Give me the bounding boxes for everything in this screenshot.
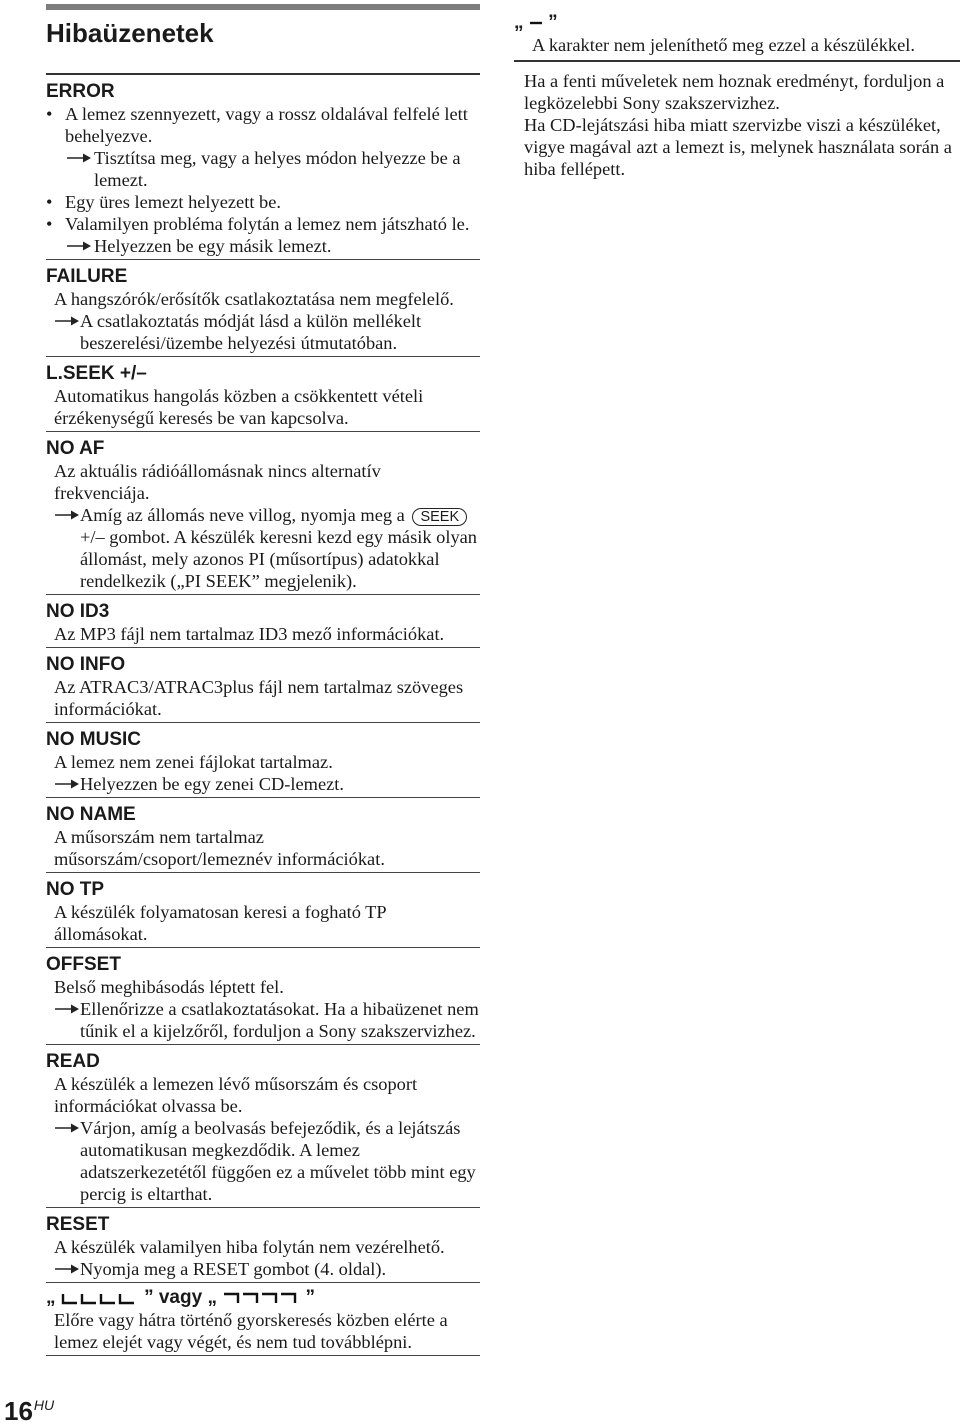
bullet-item: • Valamilyen probléma folytán a lemez nem játszható le. <box>46 214 470 234</box>
action-text: Helyezzen be egy zenei CD-lemezt. <box>80 774 344 794</box>
action-item <box>46 235 480 257</box>
action-text: Nyomja meg a RESET gombot (4. oldal). <box>80 1259 387 1279</box>
description: A készülék valamilyen hiba folytán nem vezérelhető. <box>54 1237 445 1257</box>
page-number <box>4 1396 54 1427</box>
section-heading: NO AF <box>46 438 105 459</box>
description: A műsorszám nem tartalmaz műsorszám/csoport/lemeznév információkat. <box>54 827 385 869</box>
arrow-right-icon <box>54 1003 80 1015</box>
action-item <box>46 773 480 795</box>
section-heading: ERROR <box>46 81 115 102</box>
action-text: Tisztítsa meg, vagy a helyes módon helyezze be a lemezt. <box>94 148 461 190</box>
bullet-item: • Egy üres lemezt helyezett be. <box>46 192 281 212</box>
title-bar <box>46 4 480 10</box>
description: Előre vagy hátra történő gyorskeresés közben elérte a lemez elejét vagy végét, és nem tud továbblépni. <box>54 1310 448 1352</box>
page-title: Hibaüzenetek <box>46 18 214 48</box>
open-quote: „ <box>514 12 524 33</box>
section-heading: FAILURE <box>46 266 128 287</box>
description: Belső meghibásodás léptett fel. <box>54 977 284 997</box>
action-text: +/– gombot. A készülék keresni kezd egy másik olyan állomást, mely azonos PI (műsortípus) adatokkal rendelkezik („PI SEEK” megjelenik). <box>80 527 478 591</box>
section-heading <box>46 1287 480 1309</box>
section-failure <box>46 266 480 357</box>
section-lseek <box>46 363 480 432</box>
arrow-right-icon <box>54 315 80 327</box>
close-quote: ” <box>548 12 558 33</box>
bullet-text: A lemez szennyezett, vagy a rossz oldalával felfelé lett behelyezve. <box>65 104 468 146</box>
description: A készülék folyamatosan keresi a fogható TP állomásokat. <box>54 902 386 944</box>
segment-top-icon <box>222 1291 300 1305</box>
segment-bottom-icon <box>61 1291 139 1305</box>
footer-note-1: Ha a fenti műveletek nem hoznak eredményt, forduljon a legközelebbi Sony szakszervizhez. <box>524 71 945 113</box>
action-item <box>46 147 480 191</box>
description: A készülék a lemezen lévő műsorszám és csoport információkat olvassa be. <box>54 1074 418 1116</box>
action-text: Ellenőrizze a csatlakoztatásokat. Ha a hibaüzenet nem tűnik el a kijelzőről, forduljon a Sony szakszervizhez. <box>80 999 479 1041</box>
arrow-right-icon <box>54 509 80 521</box>
divider <box>514 60 960 62</box>
section-reset <box>46 1214 480 1283</box>
section-offset <box>46 954 480 1045</box>
arrow-right-icon <box>66 152 92 164</box>
section-no-id3 <box>46 601 480 648</box>
section-heading: NO NAME <box>46 804 136 825</box>
arrow-right-icon <box>54 778 80 790</box>
arrow-right-icon <box>66 240 92 252</box>
section-heading: L.SEEK +/– <box>46 363 147 384</box>
action-item <box>46 504 480 592</box>
section-heading: NO INFO <box>46 654 126 675</box>
section-heading: NO MUSIC <box>46 729 141 750</box>
action-text: Amíg az állomás neve villog, nyomja meg a <box>80 505 405 525</box>
section-heading <box>514 12 960 34</box>
section-no-info <box>46 654 480 723</box>
section-no-af <box>46 438 480 595</box>
section-heading: OFFSET <box>46 954 121 975</box>
right-column <box>514 0 960 180</box>
section-heading: READ <box>46 1051 100 1072</box>
open-quote: „ <box>207 1287 217 1308</box>
seek-key: SEEK <box>412 508 467 526</box>
action-item <box>46 310 480 354</box>
section-heading: RESET <box>46 1214 110 1235</box>
footer-note-2: Ha CD-lejátszási hiba miatt szervizbe viszi a készüléket, vigye magával azt a lemezt is, melynek használata során a hiba fellépett. <box>524 115 952 179</box>
open-quote: „ <box>46 1287 56 1308</box>
bullet-text: Egy üres lemezt helyezett be. <box>65 192 281 212</box>
section-error <box>46 81 480 260</box>
page-number-value: 16 <box>4 1396 33 1426</box>
section-heading: NO ID3 <box>46 601 110 622</box>
close-quote: ” <box>305 1287 315 1308</box>
description: Az aktuális rádióállomásnak nincs alternatív frekvenciája. <box>54 461 381 503</box>
action-item <box>46 1117 480 1205</box>
description: Az ATRAC3/ATRAC3plus fájl nem tartalmaz szöveges információkat. <box>54 677 464 719</box>
action-item <box>46 1258 480 1280</box>
action-text: A csatlakoztatás módját lásd a külön mellékelt beszerelési/üzembe helyezési útmutatóban. <box>80 311 422 353</box>
section-no-tp <box>46 879 480 948</box>
description: A karakter nem jeleníthető meg ezzel a készülékkel. <box>532 35 915 55</box>
bullet-text: Valamilyen probléma folytán a lemez nem játszható le. <box>65 214 470 234</box>
description: A lemez nem zenei fájlokat tartalmaz. <box>54 752 333 772</box>
action-text: Helyezzen be egy másik lemezt. <box>94 236 332 256</box>
section-no-music <box>46 729 480 798</box>
description: Automatikus hangolás közben a csökkentett vételi érzékenységű keresés be van kapcsolva. <box>54 386 424 428</box>
action-item <box>46 998 480 1042</box>
left-column <box>46 0 480 1356</box>
description: Az MP3 fájl nem tartalmaz ID3 mező információkat. <box>54 624 445 644</box>
dash-icon <box>529 18 543 28</box>
arrow-right-icon <box>54 1122 80 1134</box>
arrow-right-icon <box>54 1263 80 1275</box>
description: A hangszórók/erősítők csatlakoztatása nem megfelelő. <box>54 289 454 309</box>
section-read <box>46 1051 480 1208</box>
divider <box>46 73 480 75</box>
action-text: Várjon, amíg a beolvasás befejeződik, és a lejátszás automatikusan megkezdődik. A lemez adatszerkezetétől függően ez a művelet több mint egy percig is eltarthat. <box>80 1118 476 1204</box>
language-code: HU <box>33 1397 55 1413</box>
or-word: vagy <box>158 1287 203 1308</box>
section-segment-limit <box>46 1287 480 1356</box>
section-no-name <box>46 804 480 873</box>
section-heading: NO TP <box>46 879 105 900</box>
bullet-item: • A lemez szennyezett, vagy a rossz oldalával felfelé lett behelyezve. <box>46 104 468 146</box>
close-quote: ” <box>144 1287 154 1308</box>
